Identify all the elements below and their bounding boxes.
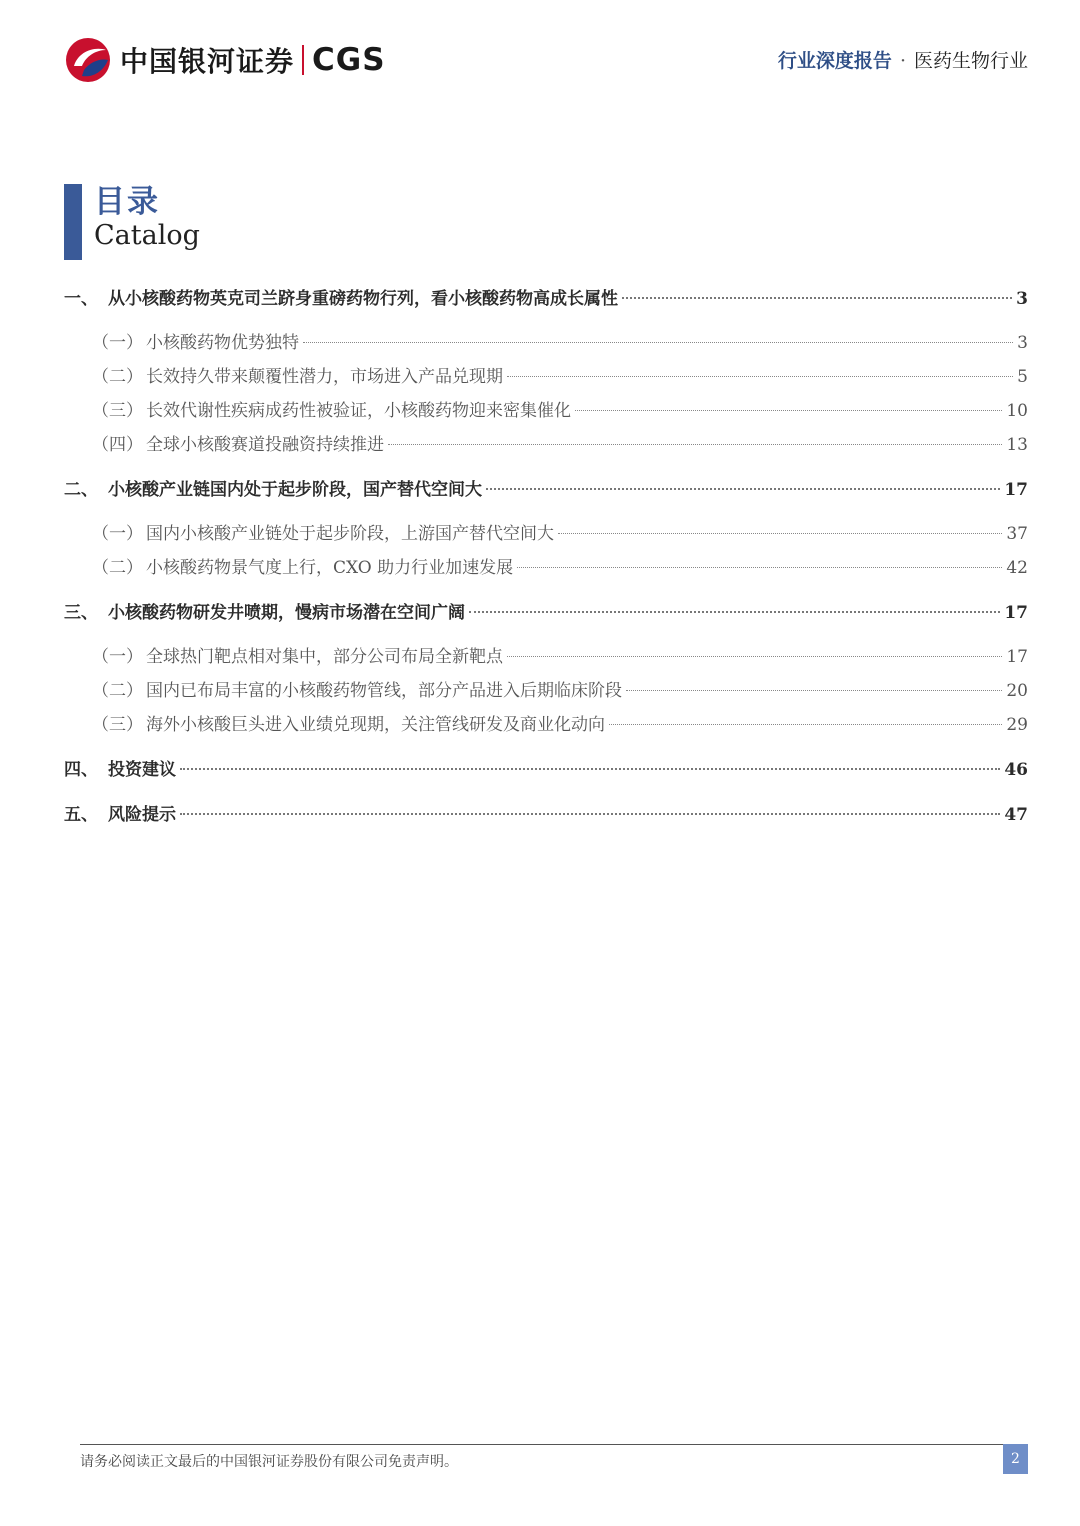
- toc-title: 投资建议: [108, 760, 176, 780]
- toc-leader: [558, 533, 1002, 534]
- toc-number: （一）: [92, 647, 143, 667]
- toc-number: 三、: [64, 603, 98, 623]
- toc-entry[interactable]: [64, 755, 1028, 785]
- toc-page-number: 20: [1006, 681, 1028, 701]
- toc-page-number: 46: [1004, 760, 1028, 780]
- toc-leader: [575, 410, 1002, 411]
- page-title-cn: 目录: [94, 184, 160, 220]
- toc-entry[interactable]: [64, 800, 1028, 830]
- toc-entry[interactable]: [64, 553, 1028, 583]
- footer-disclaimer: 请务必阅读正文最后的中国银河证券股份有限公司免责声明。: [80, 1454, 458, 1470]
- toc-entry[interactable]: [64, 598, 1028, 628]
- logo-cn-text: 中国银河证券: [120, 45, 295, 78]
- toc-number: （一）: [92, 524, 143, 544]
- toc-title: 小核酸药物研发井喷期，慢病市场潜在空间广阔: [108, 603, 465, 623]
- toc-leader: [507, 656, 1002, 657]
- toc-title: 国内已布局丰富的小核酸药物管线，部分产品进入后期临床阶段: [146, 681, 622, 701]
- logo-en-text: CGS: [312, 42, 386, 78]
- toc-page-number: 3: [1016, 289, 1028, 309]
- toc-number: （二）: [92, 681, 143, 701]
- toc-number: （一）: [92, 333, 143, 353]
- toc-entry[interactable]: [64, 475, 1028, 505]
- toc-entry[interactable]: [64, 284, 1028, 314]
- cgs-logo-icon: [64, 36, 112, 84]
- toc-number: （三）: [92, 401, 143, 421]
- toc-entry[interactable]: [64, 328, 1028, 358]
- toc-entry[interactable]: [64, 710, 1028, 740]
- toc-page-number: 17: [1004, 603, 1028, 623]
- toc-page-number: 10: [1006, 401, 1028, 421]
- toc-title: 全球热门靶点相对集中，部分公司布局全新靶点: [146, 647, 503, 667]
- footer-divider: [80, 1444, 1028, 1445]
- report-category: [778, 46, 1028, 73]
- toc-leader: [622, 297, 1012, 299]
- toc-page-number: 17: [1006, 647, 1028, 667]
- toc-entry[interactable]: [64, 676, 1028, 706]
- toc-number: 四、: [64, 760, 98, 780]
- toc-page-number: 3: [1017, 333, 1028, 353]
- toc-title: 国内小核酸产业链处于起步阶段，上游国产替代空间大: [146, 524, 554, 544]
- toc-title: 全球小核酸赛道投融资持续推进: [146, 435, 384, 455]
- toc-leader: [469, 611, 1000, 613]
- toc-leader: [517, 567, 1002, 568]
- toc-number: 五、: [64, 805, 98, 825]
- toc-page-number: 37: [1006, 524, 1028, 544]
- page-title-en: Catalog: [94, 220, 200, 251]
- toc-title: 小核酸产业链国内处于起步阶段，国产替代空间大: [108, 480, 482, 500]
- toc-leader: [388, 444, 1002, 445]
- company-logo: [64, 36, 386, 84]
- toc-page-number: 17: [1004, 480, 1028, 500]
- report-type: 行业深度报告: [777, 50, 892, 72]
- toc-entry[interactable]: [64, 362, 1028, 392]
- toc-page-number: 5: [1017, 367, 1028, 387]
- industry-name: 医药生物行业: [913, 50, 1028, 72]
- toc-page-number: 13: [1006, 435, 1028, 455]
- toc-title: 小核酸药物优势独特: [146, 333, 299, 353]
- logo-divider: [302, 45, 304, 75]
- toc-page-number: 29: [1006, 715, 1028, 735]
- toc-title: 长效持久带来颠覆性潜力，市场进入产品兑现期: [146, 367, 503, 387]
- toc-number: 二、: [64, 480, 98, 500]
- toc-title: 长效代谢性疾病成药性被验证，小核酸药物迎来密集催化: [146, 401, 571, 421]
- toc-title: 小核酸药物景气度上行，CXO 助力行业加速发展: [146, 558, 514, 578]
- toc-leader: [180, 813, 1000, 815]
- toc-entry[interactable]: [64, 396, 1028, 426]
- toc-number: （四）: [92, 435, 143, 455]
- toc-leader: [609, 724, 1002, 725]
- header-separator: ·: [899, 50, 906, 72]
- toc-title: 风险提示: [108, 805, 176, 825]
- toc-number: （三）: [92, 715, 143, 735]
- toc-entry[interactable]: [64, 642, 1028, 672]
- toc-number: 一、: [64, 289, 98, 309]
- toc-leader: [507, 376, 1013, 377]
- toc-leader: [626, 690, 1002, 691]
- toc-page-number: 47: [1004, 805, 1028, 825]
- toc-leader: [180, 768, 1000, 770]
- toc-number: （二）: [92, 558, 143, 578]
- page-number-badge: 2: [1003, 1444, 1028, 1474]
- toc-leader: [486, 488, 1000, 490]
- toc-page-number: 42: [1006, 558, 1028, 578]
- toc-leader: [303, 342, 1013, 343]
- toc-number: （二）: [92, 367, 143, 387]
- toc-title: 海外小核酸巨头进入业绩兑现期，关注管线研发及商业化动向: [146, 715, 605, 735]
- toc-entry[interactable]: [64, 430, 1028, 460]
- toc-title: 从小核酸药物英克司兰跻身重磅药物行列，看小核酸药物高成长属性: [108, 289, 618, 309]
- title-accent-bar: [64, 184, 82, 260]
- toc-entry[interactable]: [64, 519, 1028, 549]
